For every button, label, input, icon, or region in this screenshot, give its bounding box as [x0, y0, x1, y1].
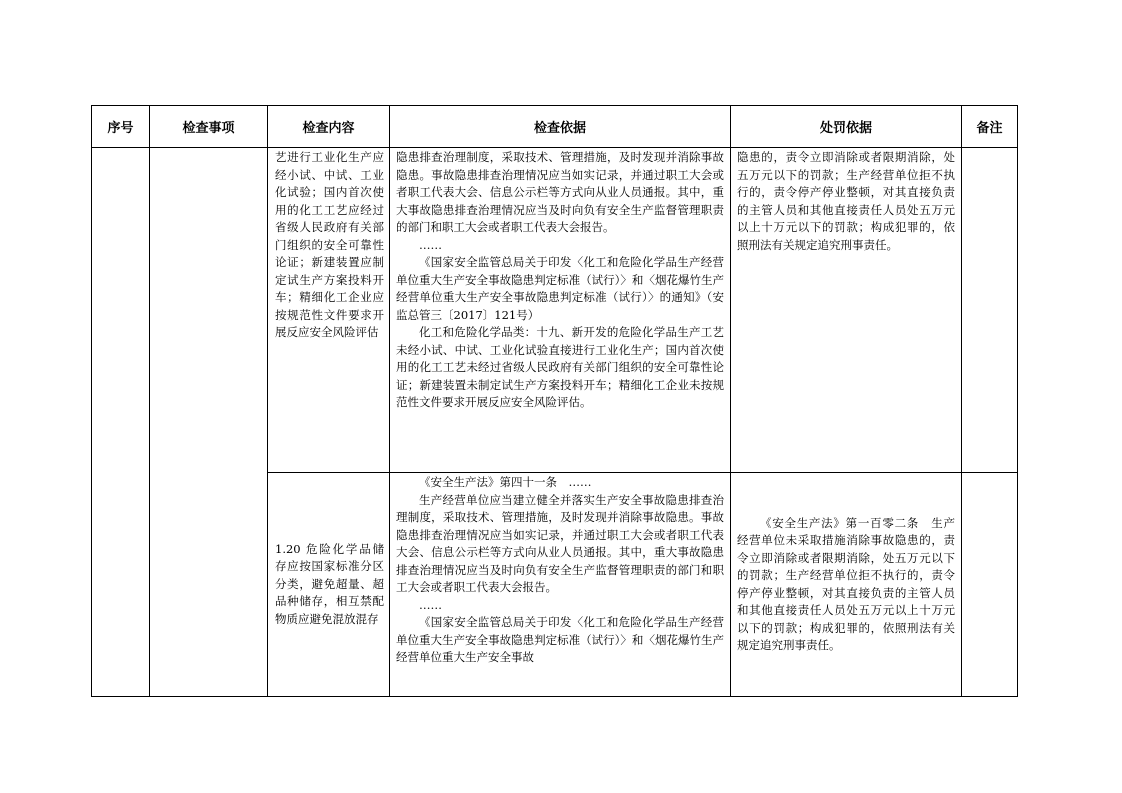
basis-paragraph: 化工和危险化学品类：十九、新开发的危险化学品生产工艺未经小试、中试、工业化试验直接进行工业化生产；国内首次使用的化工工艺未经过省级人民政府有关部门组织的安全可靠性论证；新建装置未制定试生产方案投料开车；精细化工企业未按规范性文件要求开展反应安全风险评估。 [396, 325, 724, 409]
cell-content [268, 473, 390, 697]
cell-basis-text [390, 473, 730, 696]
cell-basis [390, 473, 731, 697]
basis-paragraph: 《国家安全监管总局关于印发〈化工和危险化学品生产经营单位重大生产安全事故隐患判定标准（试行）〉和〈烟花爆竹生产经营单位重大生产安全事故隐患判定标准（试行）〉的通知》（安监总管三〔2017〕121号） [396, 255, 724, 322]
basis-paragraph: 生产经营单位应当建立健全并落实生产安全事故隐患排查治理制度，采取技术、管理措施，及时发现并消除事故隐患。事故隐患排查治理情况应当如实记录，并通过职工大会或者职工代表大会、信息公示栏等方式向从业人员通报。其中，重大事故隐患排查治理情况应当及时向负有安全生产监督管理职责的部门和职工大会或者职工代表大会报告。 [396, 492, 724, 594]
basis-paragraph: 隐患排查治理制度，采取技术、管理措施，及时发现并消除事故隐患。事故隐患排查治理情况应当如实记录，并通过职工大会或者职工代表大会、信息公示栏等方式向从业人员通报。其中，重大事故隐患排查治理情况应当及时向负有安全生产监督管理职责的部门和职工大会或者职工代表大会报告。 [396, 150, 724, 234]
cell-penalty [731, 148, 962, 473]
header-penalty: 处罚依据 [731, 106, 962, 148]
table-header-row [92, 106, 1018, 148]
cell-content-text: 1.20 危险化学品储存应按国家标准分区分类，避免超量、超品种储存，相互禁配物质应避免混放混存 [275, 541, 384, 626]
inspection-table [91, 105, 1018, 697]
basis-paragraph: 《安全生产法》第四十一条 …… [419, 475, 592, 489]
cell-item-text [150, 148, 267, 149]
basis-paragraph: 《国家安全监管总局关于印发〈化工和危险化学品生产经营单位重大生产安全事故隐患判定标准（试行）〉和〈烟花爆竹生产经营单位重大生产安全事故 [396, 615, 724, 664]
basis-ellipsis: …… [419, 597, 442, 612]
cell-penalty-wrap [731, 473, 961, 695]
header-index: 序号 [92, 106, 150, 148]
cell-content-text: 艺进行工业化生产应经小试、中试、工业化试验；国内首次使用的化工工艺应经过省级人民政府有关部门组织的安全可靠性论证；新建装置应制定试生产方案投料开车；精细化工企业应按规范性文件要求开展反应安全风险评估 [275, 150, 384, 339]
cell-remark-text [962, 148, 1017, 149]
cell-content [268, 148, 390, 473]
cell-index-text [92, 148, 149, 149]
header-basis: 检查依据 [390, 106, 731, 148]
cell-penalty [731, 473, 962, 697]
cell-remark-text [962, 473, 1017, 474]
table-row [92, 148, 1018, 473]
cell-remark [962, 473, 1018, 697]
cell-content-wrap [268, 473, 389, 695]
cell-remark [962, 148, 1018, 473]
basis-ellipsis: …… [419, 237, 442, 252]
cell-index [92, 148, 150, 697]
cell-item [150, 148, 268, 697]
cell-basis [390, 148, 731, 473]
header-content: 检查内容 [268, 106, 390, 148]
cell-penalty-text: 隐患的，责令立即消除或者限期消除，处五万元以下的罚款；生产经营单位拒不执行的，责令停产停业整顿，对其直接负责的主管人员和其他直接责任人员处五万元以上十万元以下的罚款；构成犯罪的，依照刑法有关规定追究刑事责任。 [737, 150, 955, 252]
header-item: 检查事项 [150, 106, 268, 148]
cell-basis-text [390, 148, 730, 412]
penalty-paragraph: 《安全生产法》第一百零二条 生产经营单位未采取措施消除事故隐患的，责令立即消除或者限期消除，处五万元以下的罚款；生产经营单位拒不执行的，责令停产停业整顿，对其直接负责的主管人员和其他直接责任人员处五万元以上十万元以下的罚款；构成犯罪的，依照刑法有关规定追究刑事责任。 [737, 515, 955, 652]
cell-penalty-text [731, 514, 961, 655]
header-remark: 备注 [962, 106, 1018, 148]
